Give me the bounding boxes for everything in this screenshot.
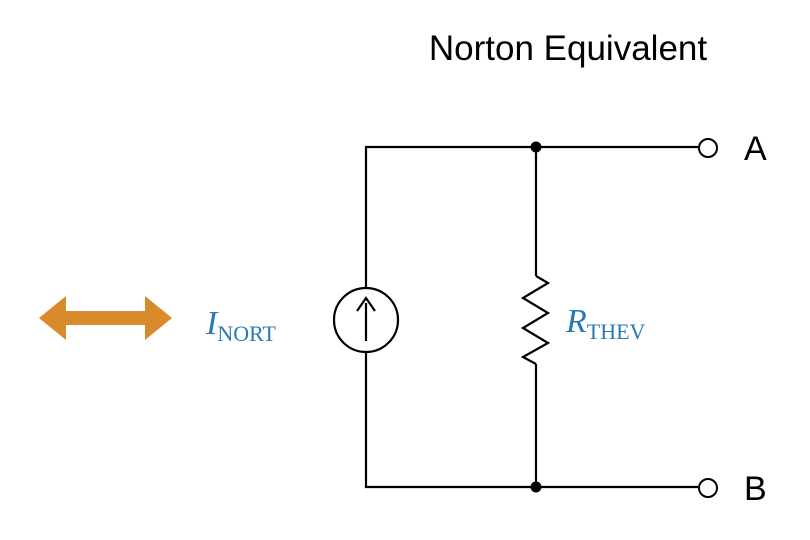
resistor-symbol: R	[566, 303, 587, 340]
source-subscript: NORT	[217, 321, 276, 346]
top-junction-dot	[531, 142, 542, 153]
terminal-a-node	[699, 139, 717, 157]
terminal-b-node	[699, 479, 717, 497]
terminal-b-label: B	[744, 470, 767, 508]
source-symbol: I	[206, 305, 218, 342]
top-wire	[366, 147, 698, 288]
source-label	[205, 305, 276, 346]
bottom-wire	[366, 352, 698, 487]
resistor-label	[565, 303, 646, 344]
circuit-wires	[366, 147, 698, 487]
resistor-subscript: THEV	[586, 319, 646, 344]
current-source-icon	[334, 288, 398, 352]
resistor-icon	[523, 276, 548, 364]
double-headed-arrow-icon	[39, 296, 172, 340]
terminal-a-label: A	[744, 130, 767, 168]
bottom-junction-dot	[531, 482, 542, 493]
diagram-title: Norton Equivalent	[428, 29, 708, 68]
